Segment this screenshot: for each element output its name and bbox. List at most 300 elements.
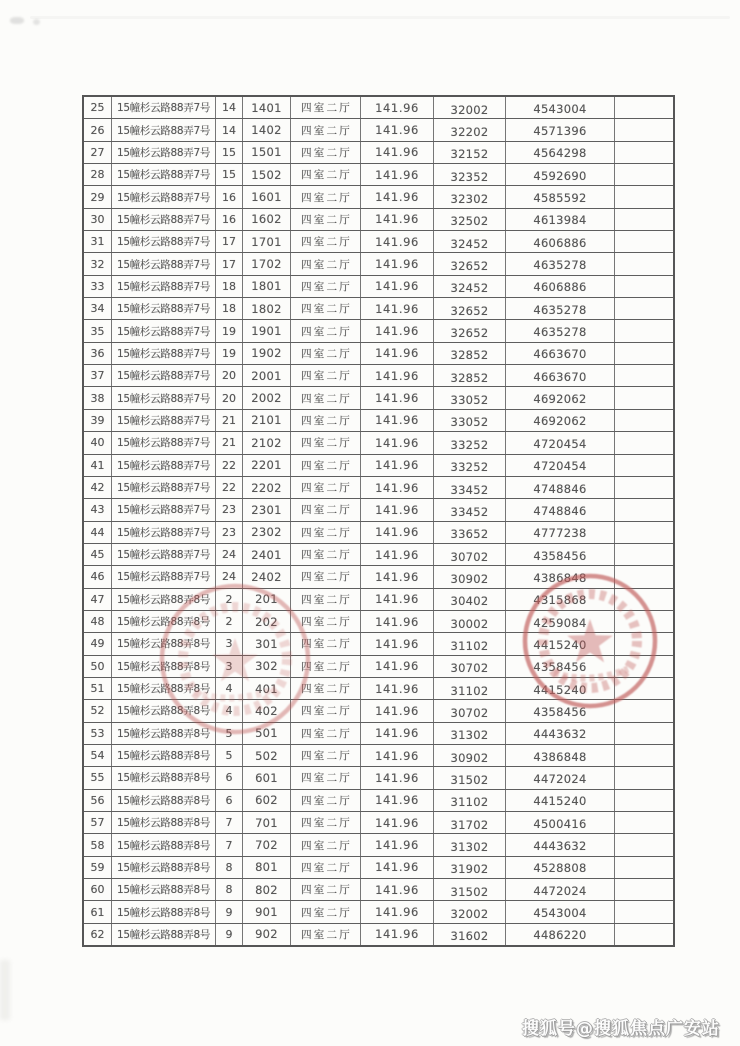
cell-unit-price: 32002 [434,901,506,922]
cell-total-price: 4613984 [506,209,615,230]
cell-floor: 14 [216,119,243,140]
cell-total-price: 4415240 [506,633,615,654]
cell-address: 15幢杉云路88弄7号 [112,499,216,520]
cell-area: 141.96 [361,186,434,207]
cell-room-number: 2102 [243,432,291,453]
table-row [84,320,673,342]
cell-row-number: 52 [84,700,112,721]
cell-total-price: 4472024 [506,879,615,900]
cell-total-price: 4443632 [506,834,615,855]
cell-unit-type: 四室二厅 [291,633,361,654]
cell-room-number: 1502 [243,164,291,185]
cell-row-number: 45 [84,544,112,565]
cell-unit-price: 32652 [434,298,506,319]
cell-unit-price: 33252 [434,455,506,476]
cell-room-number: 1602 [243,209,291,230]
cell-floor: 22 [216,455,243,476]
table-row [84,834,673,856]
cell-row-number: 51 [84,678,112,699]
cell-area: 141.96 [361,745,434,766]
cell-blank [615,432,673,453]
cell-area: 141.96 [361,387,434,408]
cell-unit-price: 32852 [434,365,506,386]
cell-floor: 23 [216,499,243,520]
table-row [84,522,673,544]
cell-address: 15幢杉云路88弄8号 [112,656,216,677]
cell-blank [615,611,673,632]
cell-blank [615,455,673,476]
table-row [84,499,673,521]
cell-area: 141.96 [361,544,434,565]
table-row [84,700,673,722]
cell-unit-type: 四室二厅 [291,119,361,140]
cell-unit-type: 四室二厅 [291,745,361,766]
cell-address: 15幢杉云路88弄8号 [112,812,216,833]
cell-total-price: 4564298 [506,142,615,163]
cell-row-number: 31 [84,231,112,252]
cell-address: 15幢杉云路88弄7号 [112,365,216,386]
cell-unit-type: 四室二厅 [291,700,361,721]
cell-room-number: 1902 [243,343,291,364]
cell-row-number: 36 [84,343,112,364]
table-row [84,231,673,253]
cell-address: 15幢杉云路88弄7号 [112,164,216,185]
cell-row-number: 53 [84,723,112,744]
cell-unit-price: 31102 [434,678,506,699]
cell-unit-price: 31102 [434,633,506,654]
table-row [84,209,673,231]
cell-unit-type: 四室二厅 [291,455,361,476]
cell-room-number: 201 [243,589,291,610]
cell-blank [615,186,673,207]
cell-unit-type: 四室二厅 [291,544,361,565]
cell-unit-price: 32452 [434,276,506,297]
cell-unit-type: 四室二厅 [291,723,361,744]
cell-address: 15幢杉云路88弄7号 [112,97,216,118]
cell-room-number: 1501 [243,142,291,163]
cell-total-price: 4748846 [506,499,615,520]
cell-floor: 17 [216,231,243,252]
cell-row-number: 26 [84,119,112,140]
table-row [84,432,673,454]
cell-room-number: 702 [243,834,291,855]
cell-room-number: 2202 [243,477,291,498]
cell-blank [615,343,673,364]
cell-blank [615,700,673,721]
cell-address: 15幢杉云路88弄8号 [112,633,216,654]
cell-area: 141.96 [361,477,434,498]
table-row [84,812,673,834]
cell-row-number: 55 [84,767,112,788]
cell-row-number: 34 [84,298,112,319]
cell-unit-price: 31502 [434,879,506,900]
cell-unit-price: 31702 [434,812,506,833]
cell-room-number: 1402 [243,119,291,140]
cell-blank [615,857,673,878]
cell-area: 141.96 [361,790,434,811]
cell-room-number: 1802 [243,298,291,319]
cell-area: 141.96 [361,455,434,476]
table-row [84,745,673,767]
cell-room-number: 2002 [243,387,291,408]
cell-row-number: 49 [84,633,112,654]
cell-row-number: 27 [84,142,112,163]
cell-unit-price: 32502 [434,209,506,230]
cell-unit-price: 32852 [434,343,506,364]
cell-row-number: 50 [84,656,112,677]
cell-room-number: 1401 [243,97,291,118]
cell-room-number: 602 [243,790,291,811]
cell-blank [615,566,673,587]
cell-floor: 2 [216,589,243,610]
cell-area: 141.96 [361,589,434,610]
cell-total-price: 4443632 [506,723,615,744]
cell-unit-type: 四室二厅 [291,97,361,118]
cell-address: 15幢杉云路88弄7号 [112,432,216,453]
cell-row-number: 60 [84,879,112,900]
cell-total-price: 4358456 [506,700,615,721]
cell-total-price: 4415240 [506,790,615,811]
cell-unit-price: 30902 [434,566,506,587]
table-row [84,387,673,409]
cell-unit-price: 33052 [434,410,506,431]
cell-blank [615,633,673,654]
table-row [84,723,673,745]
cell-total-price: 4592690 [506,164,615,185]
cell-floor: 9 [216,924,243,945]
cell-unit-type: 四室二厅 [291,410,361,431]
table-row [84,544,673,566]
cell-room-number: 202 [243,611,291,632]
cell-blank [615,97,673,118]
cell-area: 141.96 [361,432,434,453]
cell-total-price: 4386848 [506,566,615,587]
cell-total-price: 4720454 [506,432,615,453]
cell-blank [615,231,673,252]
cell-unit-price: 33652 [434,522,506,543]
cell-floor: 8 [216,857,243,878]
table-row [84,857,673,879]
cell-address: 15幢杉云路88弄7号 [112,119,216,140]
cell-floor: 23 [216,522,243,543]
cell-address: 15幢杉云路88弄8号 [112,834,216,855]
cell-unit-type: 四室二厅 [291,477,361,498]
cell-address: 15幢杉云路88弄7号 [112,477,216,498]
cell-floor: 20 [216,365,243,386]
cell-total-price: 4663670 [506,343,615,364]
cell-blank [615,298,673,319]
cell-room-number: 902 [243,924,291,945]
cell-address: 15幢杉云路88弄7号 [112,209,216,230]
scan-artifact [33,19,40,25]
table-row [84,97,673,119]
cell-unit-type: 四室二厅 [291,678,361,699]
cell-unit-type: 四室二厅 [291,343,361,364]
cell-total-price: 4663670 [506,365,615,386]
cell-unit-type: 四室二厅 [291,566,361,587]
cell-unit-price: 31902 [434,857,506,878]
cell-blank [615,767,673,788]
table-row [84,410,673,432]
cell-room-number: 1702 [243,253,291,274]
cell-area: 141.96 [361,678,434,699]
cell-unit-type: 四室二厅 [291,432,361,453]
cell-area: 141.96 [361,410,434,431]
cell-address: 15幢杉云路88弄8号 [112,790,216,811]
cell-total-price: 4472024 [506,767,615,788]
cell-area: 141.96 [361,901,434,922]
cell-area: 141.96 [361,164,434,185]
cell-room-number: 502 [243,745,291,766]
cell-floor: 16 [216,209,243,230]
cell-total-price: 4777238 [506,522,615,543]
cell-floor: 15 [216,164,243,185]
cell-unit-price: 31102 [434,790,506,811]
cell-total-price: 4486220 [506,924,615,945]
cell-address: 15幢杉云路88弄7号 [112,276,216,297]
cell-unit-type: 四室二厅 [291,924,361,945]
table-row [84,164,673,186]
cell-address: 15幢杉云路88弄8号 [112,611,216,632]
cell-address: 15幢杉云路88弄8号 [112,700,216,721]
cell-blank [615,678,673,699]
cell-address: 15幢杉云路88弄8号 [112,901,216,922]
cell-row-number: 57 [84,812,112,833]
cell-blank [615,209,673,230]
cell-unit-type: 四室二厅 [291,209,361,230]
cell-total-price: 4606886 [506,231,615,252]
cell-floor: 6 [216,767,243,788]
cell-room-number: 501 [243,723,291,744]
cell-row-number: 28 [84,164,112,185]
cell-area: 141.96 [361,879,434,900]
cell-blank [615,924,673,945]
cell-area: 141.96 [361,298,434,319]
cell-total-price: 4692062 [506,410,615,431]
cell-area: 141.96 [361,924,434,945]
cell-unit-type: 四室二厅 [291,298,361,319]
cell-unit-price: 32352 [434,164,506,185]
cell-floor: 14 [216,97,243,118]
table-row [84,678,673,700]
cell-room-number: 2301 [243,499,291,520]
table-row [84,566,673,588]
cell-row-number: 35 [84,320,112,341]
cell-floor: 16 [216,186,243,207]
cell-row-number: 33 [84,276,112,297]
cell-area: 141.96 [361,812,434,833]
cell-floor: 18 [216,298,243,319]
cell-floor: 7 [216,812,243,833]
cell-address: 15幢杉云路88弄8号 [112,745,216,766]
cell-unit-type: 四室二厅 [291,834,361,855]
cell-room-number: 601 [243,767,291,788]
cell-room-number: 2101 [243,410,291,431]
cell-unit-type: 四室二厅 [291,611,361,632]
cell-floor: 5 [216,723,243,744]
cell-area: 141.96 [361,209,434,230]
cell-floor: 4 [216,700,243,721]
cell-unit-type: 四室二厅 [291,142,361,163]
cell-unit-type: 四室二厅 [291,387,361,408]
cell-room-number: 301 [243,633,291,654]
cell-floor: 17 [216,253,243,274]
cell-total-price: 4720454 [506,455,615,476]
cell-blank [615,276,673,297]
cell-unit-type: 四室二厅 [291,186,361,207]
cell-floor: 3 [216,633,243,654]
cell-unit-price: 30702 [434,700,506,721]
cell-unit-type: 四室二厅 [291,320,361,341]
cell-blank [615,477,673,498]
cell-total-price: 4528808 [506,857,615,878]
cell-row-number: 41 [84,455,112,476]
cell-total-price: 4500416 [506,812,615,833]
cell-room-number: 2402 [243,566,291,587]
table-row [84,276,673,298]
cell-blank [615,901,673,922]
cell-address: 15幢杉云路88弄7号 [112,566,216,587]
cell-floor: 19 [216,343,243,364]
cell-area: 141.96 [361,231,434,252]
cell-room-number: 901 [243,901,291,922]
cell-row-number: 43 [84,499,112,520]
cell-address: 15幢杉云路88弄7号 [112,231,216,252]
cell-blank [615,544,673,565]
cell-unit-price: 30902 [434,745,506,766]
cell-unit-price: 33252 [434,432,506,453]
cell-unit-price: 32002 [434,97,506,118]
cell-row-number: 29 [84,186,112,207]
cell-area: 141.96 [361,857,434,878]
cell-row-number: 47 [84,589,112,610]
cell-address: 15幢杉云路88弄8号 [112,678,216,699]
cell-row-number: 37 [84,365,112,386]
cell-floor: 21 [216,432,243,453]
cell-total-price: 4543004 [506,901,615,922]
cell-blank [615,790,673,811]
watermark-text: 搜狐号@搜狐焦点广安站 [522,1019,720,1039]
cell-room-number: 2001 [243,365,291,386]
cell-area: 141.96 [361,499,434,520]
cell-area: 141.96 [361,767,434,788]
cell-blank [615,499,673,520]
cell-total-price: 4543004 [506,97,615,118]
cell-row-number: 58 [84,834,112,855]
cell-total-price: 4315868 [506,589,615,610]
cell-room-number: 1901 [243,320,291,341]
cell-room-number: 802 [243,879,291,900]
cell-floor: 15 [216,142,243,163]
cell-blank [615,522,673,543]
cell-unit-type: 四室二厅 [291,253,361,274]
cell-unit-price: 32202 [434,119,506,140]
cell-blank [615,723,673,744]
cell-area: 141.96 [361,566,434,587]
cell-area: 141.96 [361,522,434,543]
cell-unit-price: 33452 [434,499,506,520]
table-row [84,924,673,945]
cell-row-number: 54 [84,745,112,766]
cell-unit-type: 四室二厅 [291,812,361,833]
cell-blank [615,834,673,855]
cell-unit-price: 32652 [434,253,506,274]
cell-unit-type: 四室二厅 [291,589,361,610]
cell-blank [615,589,673,610]
cell-unit-price: 31502 [434,767,506,788]
cell-address: 15幢杉云路88弄8号 [112,924,216,945]
cell-room-number: 401 [243,678,291,699]
cell-address: 15幢杉云路88弄7号 [112,343,216,364]
cell-unit-type: 四室二厅 [291,522,361,543]
cell-total-price: 4585592 [506,186,615,207]
cell-floor: 3 [216,656,243,677]
cell-floor: 20 [216,387,243,408]
cell-area: 141.96 [361,320,434,341]
cell-unit-price: 30002 [434,611,506,632]
table-row [84,455,673,477]
cell-address: 15幢杉云路88弄7号 [112,455,216,476]
cell-area: 141.96 [361,700,434,721]
cell-area: 141.96 [361,343,434,364]
cell-total-price: 4635278 [506,298,615,319]
table-row [84,343,673,365]
cell-area: 141.96 [361,97,434,118]
cell-blank [615,410,673,431]
cell-row-number: 48 [84,611,112,632]
cell-row-number: 40 [84,432,112,453]
cell-address: 15幢杉云路88弄7号 [112,298,216,319]
cell-total-price: 4606886 [506,276,615,297]
cell-unit-price: 31302 [434,834,506,855]
cell-row-number: 56 [84,790,112,811]
cell-unit-price: 32302 [434,186,506,207]
cell-blank [615,164,673,185]
cell-room-number: 2201 [243,455,291,476]
cell-row-number: 42 [84,477,112,498]
price-table [82,95,675,947]
cell-unit-type: 四室二厅 [291,879,361,900]
cell-unit-price: 32452 [434,231,506,252]
cell-room-number: 402 [243,700,291,721]
table-row [84,142,673,164]
cell-address: 15幢杉云路88弄8号 [112,723,216,744]
cell-area: 141.96 [361,119,434,140]
cell-row-number: 44 [84,522,112,543]
cell-address: 15幢杉云路88弄7号 [112,544,216,565]
cell-blank [615,745,673,766]
cell-area: 141.96 [361,723,434,744]
cell-room-number: 701 [243,812,291,833]
cell-area: 141.96 [361,253,434,274]
cell-row-number: 61 [84,901,112,922]
cell-unit-price: 30402 [434,589,506,610]
cell-room-number: 2401 [243,544,291,565]
cell-unit-type: 四室二厅 [291,276,361,297]
table-row [84,253,673,275]
table-row [84,611,673,633]
cell-room-number: 2302 [243,522,291,543]
cell-row-number: 39 [84,410,112,431]
scan-artifact [10,17,24,24]
cell-total-price: 4635278 [506,320,615,341]
cell-area: 141.96 [361,611,434,632]
cell-blank [615,119,673,140]
cell-floor: 4 [216,678,243,699]
cell-total-price: 4358456 [506,544,615,565]
table-row [84,656,673,678]
cell-area: 141.96 [361,276,434,297]
